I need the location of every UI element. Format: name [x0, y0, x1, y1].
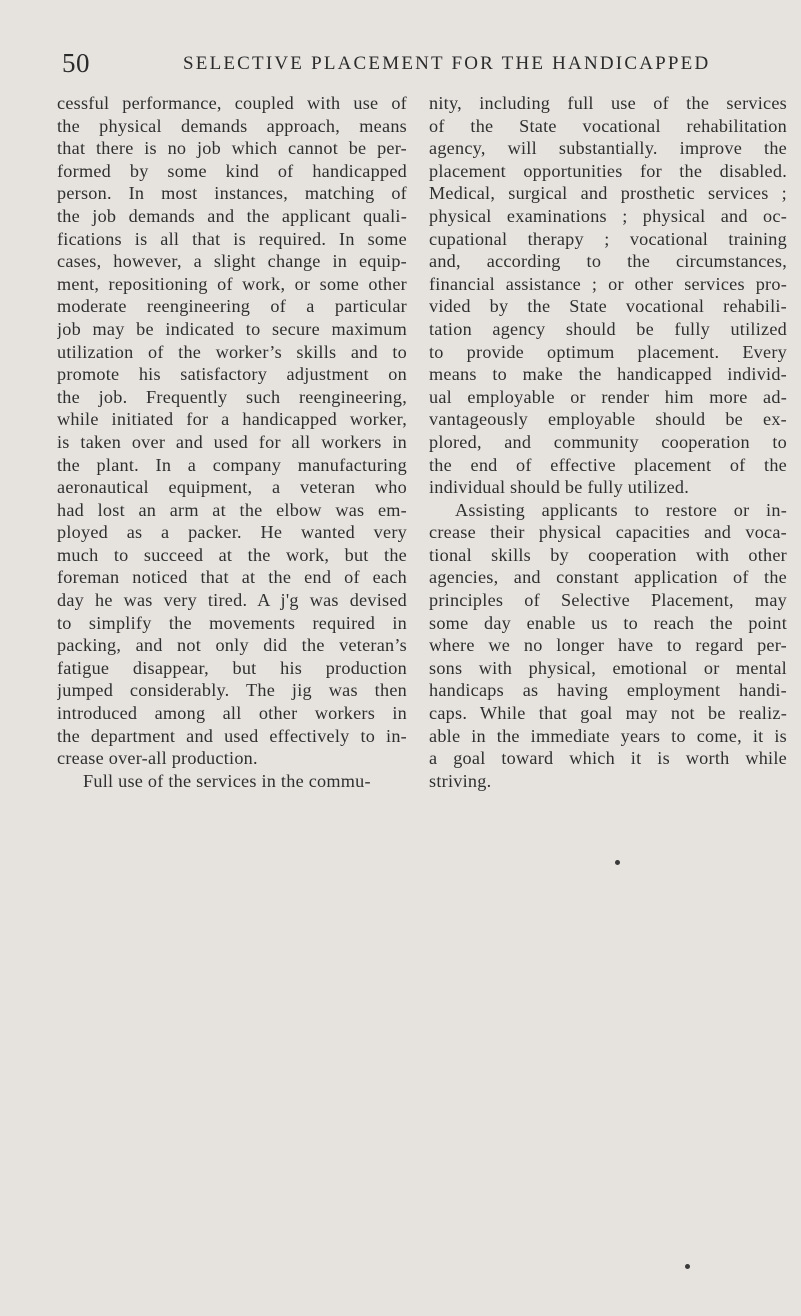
text-line: formed by some kind of handicapped — [57, 160, 407, 181]
text-line: fatigue disappear, but his production — [57, 657, 407, 678]
text-line: vantageously employable should be ex- — [429, 409, 787, 430]
text-line: and, according to the circumstances, — [429, 251, 787, 272]
text-line: day he was very tired. A j'g was devised — [57, 590, 407, 611]
text-line: packing, and not only did the veteran’s — [57, 635, 407, 656]
running-title: SELECTIVE PLACEMENT FOR THE HANDICAPPED — [183, 53, 711, 74]
text-line: vided by the State vocational rehabili- — [429, 296, 787, 317]
text-line: utilization of the worker’s skills and to — [57, 341, 407, 362]
text-line: ual employable or render him more ad- — [429, 386, 787, 407]
page-number: 50 — [62, 48, 90, 78]
text-line: striving. — [429, 770, 492, 791]
text-line: much to succeed at the work, but the — [57, 544, 407, 565]
right-text-column — [429, 92, 787, 792]
text-line: promote his satisfactory adjustment on — [57, 364, 407, 385]
text-line: cases, however, a slight change in equip- — [57, 251, 407, 272]
text-line: sons with physical, emotional or mental — [429, 657, 787, 678]
text-line: physical examinations ; physical and oc- — [429, 205, 787, 226]
text-line: of the State vocational rehabilitation — [429, 115, 787, 136]
text-line: able in the immediate years to come, it is — [429, 725, 787, 746]
print-speck — [615, 860, 620, 865]
text-line: financial assistance ; or other services pro- — [429, 273, 787, 294]
text-line: the job demands and the applicant quali- — [57, 205, 407, 226]
text-line: aeronautical equipment, a veteran who — [57, 477, 407, 498]
text-line: crease their physical capacities and voca- — [429, 522, 787, 543]
text-line: cessful performance, coupled with use of — [57, 93, 407, 113]
text-line: fications is all that is required. In some — [57, 228, 407, 249]
text-line: Full use of the services in the commu- — [83, 770, 371, 791]
text-line: introduced among all other workers in — [57, 703, 407, 724]
text-line: is taken over and used for all workers in — [57, 431, 407, 452]
text-line: while initiated for a handicapped worker, — [57, 409, 407, 430]
text-line: had lost an arm at the elbow was em- — [57, 499, 407, 520]
text-line: agencies, and constant application of the — [429, 567, 787, 588]
text-line: where we no longer have to regard per- — [429, 635, 787, 656]
text-line: cupational therapy ; vocational training — [429, 228, 787, 249]
text-line: agency, will substantially. improve the — [429, 138, 787, 159]
text-line: job may be indicated to secure maximum — [57, 318, 407, 339]
text-line: some day enable us to reach the point — [429, 612, 787, 633]
text-line: crease over-all production. — [57, 748, 258, 769]
text-line: tional skills by cooperation with other — [429, 544, 787, 565]
text-line: the physical demands approach, means — [57, 115, 407, 136]
text-line: Medical, surgical and prosthetic services ; — [429, 183, 787, 204]
text-line: ployed as a packer. He wanted very — [57, 522, 407, 543]
text-line: principles of Selective Placement, may — [429, 590, 787, 611]
text-line: that there is no job which cannot be per- — [57, 138, 407, 159]
text-line: the job. Frequently such reengineering, — [57, 386, 407, 407]
text-line: to provide optimum placement. Every — [429, 341, 787, 362]
text-line: moderate reengineering of a particular — [57, 296, 407, 317]
text-line: individual should be fully utilized. — [429, 477, 690, 498]
text-line: handicaps as having employment handi- — [429, 680, 787, 701]
text-line: jumped considerably. The jig was then — [57, 680, 407, 701]
text-line: foreman noticed that at the end of each — [57, 567, 407, 588]
text-line: nity, including full use of the services — [429, 93, 787, 113]
text-line: the plant. In a company manufacturing — [57, 454, 407, 475]
print-speck — [685, 1264, 690, 1269]
text-line: plored, and community cooperation to — [429, 431, 787, 452]
text-line: the end of effective placement of the — [429, 454, 787, 475]
text-line: caps. While that goal may not be realiz- — [429, 703, 787, 724]
text-line: the department and used effectively to in- — [57, 725, 407, 746]
text-line: to simplify the movements required in — [57, 612, 407, 633]
text-line: tation agency should be fully utilized — [429, 318, 787, 339]
text-line: Assisting applicants to restore or in- — [455, 499, 787, 520]
text-line: a goal toward which it is worth while — [429, 748, 787, 769]
text-line: placement opportunities for the disabled. — [429, 160, 787, 181]
text-line: ment, repositioning of work, or some other — [57, 273, 407, 294]
left-text-column — [57, 92, 407, 792]
text-line: person. In most instances, matching of — [57, 183, 407, 204]
text-line: means to make the handicapped individ- — [429, 364, 787, 385]
